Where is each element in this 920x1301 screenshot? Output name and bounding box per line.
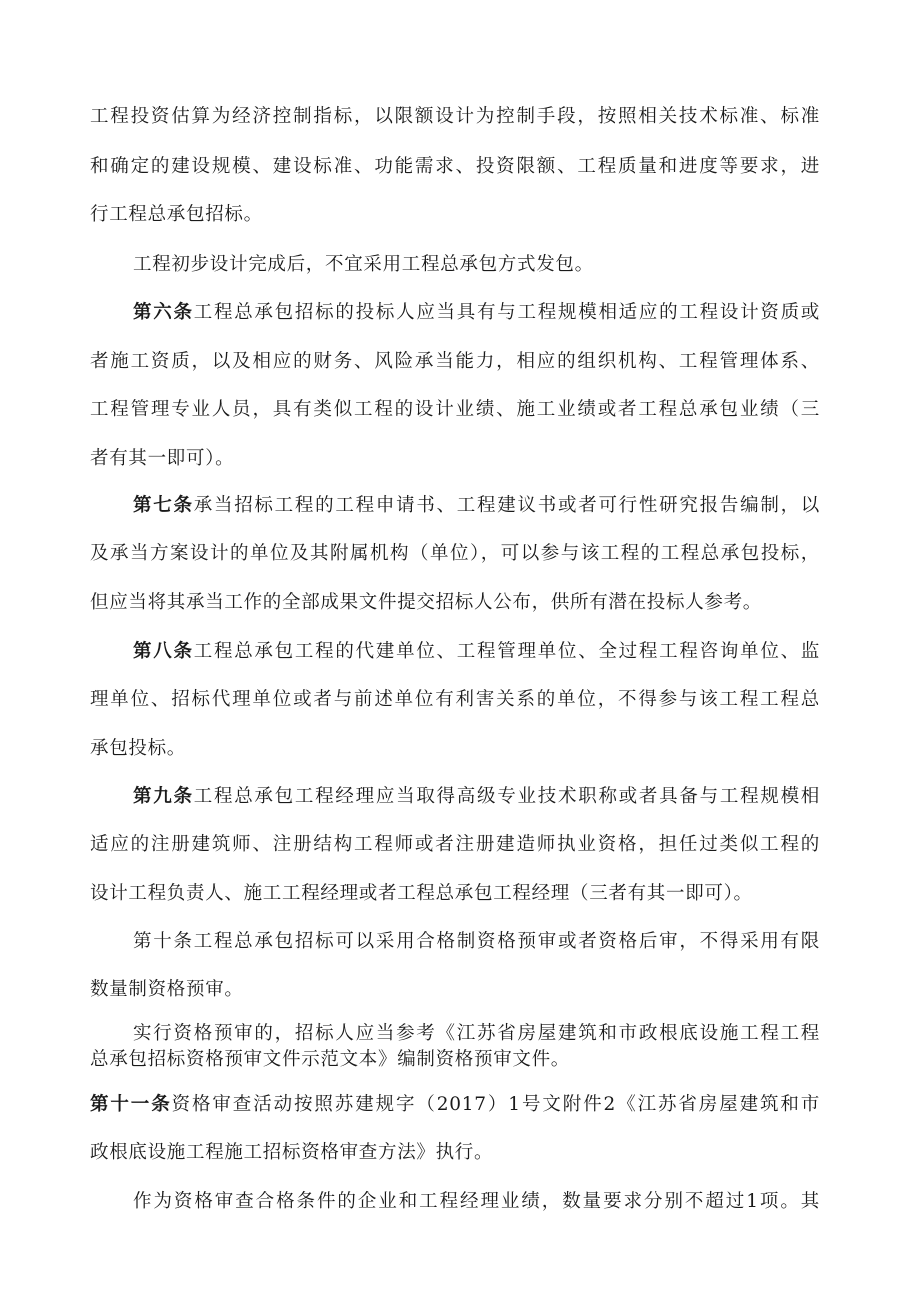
body-line: 者施工资质，以及相应的财务、风险承当能力，相应的组织机构、工程管理体系、 xyxy=(90,351,820,372)
body-line: 政根底设施工程施工招标资格审查方法》执行。 xyxy=(90,1142,494,1163)
body-line: 理单位、招标代理单位或者与前述单位有利害关系的单位，不得参与该工程工程总 xyxy=(90,689,820,710)
body-line: 但应当将其承当工作的全部成果文件提交招标人公布，供所有潜在投标人参考。 xyxy=(90,592,763,613)
article-8-number: 第八条 xyxy=(133,641,194,662)
article-11-number: 第十一条 xyxy=(90,1094,172,1115)
article-6-number: 第六条 xyxy=(133,302,194,323)
article-10-line: 第十条工程总承包招标可以采用合格制资格预审或者资格后审，不得采用有限 xyxy=(133,931,820,952)
article-7-heading-line: 第七条承当招标工程的工程申请书、工程建议书或者可行性研究报告编制，以 xyxy=(133,495,821,516)
body-line: 总承包招标资格预审文件示范文本》编制资格预审文件。 xyxy=(90,1049,571,1070)
body-line: 者有其一即可）。 xyxy=(90,448,235,469)
article-7-number: 第七条 xyxy=(133,495,194,516)
body-line: 实行资格预审的，招标人应当参考《江苏省房屋建筑和市政根底设施工程工程 xyxy=(133,1023,820,1044)
article-9-heading-line: 第九条工程总承包工程经理应当取得高级专业技术职称或者具备与工程规模相 xyxy=(133,786,821,807)
body-line: 承包投标。 xyxy=(90,738,187,759)
body-line: 及承当方案设计的单位及其附属机构（单位），可以参与该工程的工程总承包投标， xyxy=(90,543,820,564)
article-11-heading-line: 第十一条资格审查活动按照苏建规字（2017）1号文附件2《江苏省房屋建筑和市 xyxy=(90,1094,820,1115)
body-line: 数量制资格预审。 xyxy=(90,979,244,1000)
body-line: 和确定的建设规模、建设标准、功能需求、投资限额、工程质量和进度等要求，进 xyxy=(90,156,820,177)
article-8-heading-line: 第八条工程总承包工程的代建单位、工程管理单位、全过程工程咨询单位、监 xyxy=(133,641,821,662)
article-9-number: 第九条 xyxy=(133,786,194,807)
body-line: 工程投资估算为经济控制指标，以限额设计为控制手段，按照相关技术标准、标准 xyxy=(90,106,820,127)
body-line: 工程初步设计完成后，不宜采用工程总承包方式发包。 xyxy=(133,254,594,275)
article-6-heading-line: 第六条工程总承包招标的投标人应当具有与工程规模相适应的工程设计资质或 xyxy=(133,302,821,323)
body-line: 适应的注册建筑师、注册结构工程师或者注册建造师执业资格，担任过类似工程的 xyxy=(90,834,820,855)
body-line: 作为资格审查合格条件的企业和工程经理业绩，数量要求分别不超过1项。其 xyxy=(133,1191,820,1212)
body-line: 工程管理专业人员，具有类似工程的设计业绩、施工业绩或者工程总承包业绩（三 xyxy=(90,399,820,420)
body-line: 行工程总承包招标。 xyxy=(90,204,263,225)
body-line: 设计工程负责人、施工工程经理或者工程总承包工程经理（三者有其一即可）。 xyxy=(90,883,753,904)
